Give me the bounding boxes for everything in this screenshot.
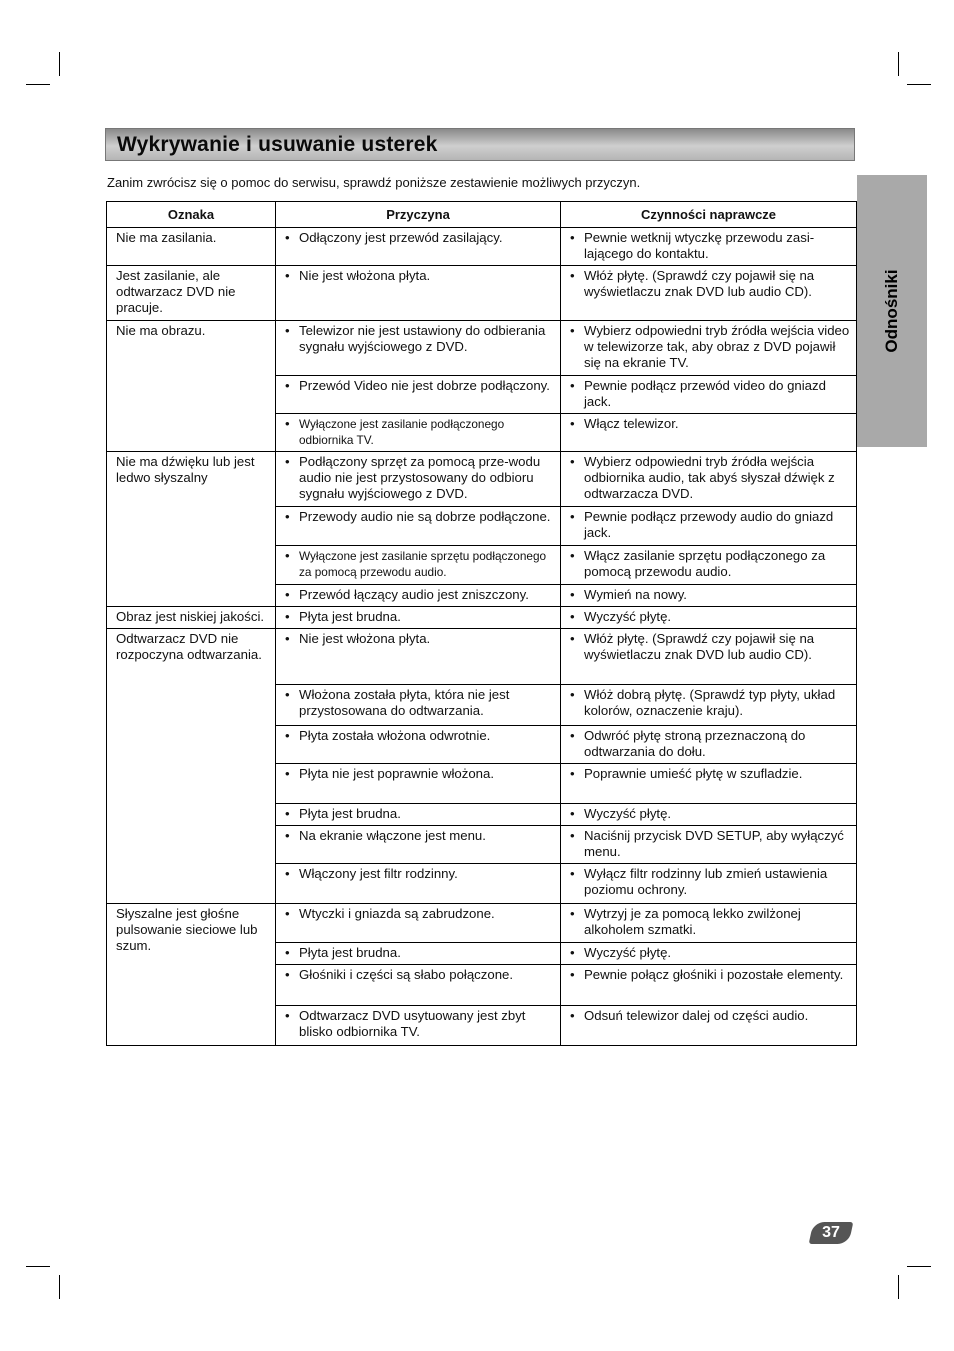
table-row	[107, 452, 857, 507]
bullet-icon: •	[570, 766, 575, 781]
page-title: Wykrywanie i usuwanie usterek	[117, 133, 438, 156]
symptom-cell: Odtwarzacz DVD nie rozpoczyna odtwarzania.	[107, 629, 276, 904]
bullet-icon: •	[570, 230, 575, 245]
crop-mark	[26, 1266, 50, 1267]
cause-text: Przewody audio nie są dobrze podłączone.	[299, 509, 551, 524]
bullet-icon: •	[285, 509, 290, 524]
troubleshooting-table	[106, 201, 857, 1046]
cause-cell	[276, 943, 561, 965]
fix-text: Włóż płytę. (Sprawdź czy pojawił się na wyświetlaczu znak DVD lub audio CD).	[584, 268, 815, 299]
bullet-icon: •	[570, 687, 575, 702]
bullet-icon: •	[570, 378, 575, 393]
table-row	[107, 228, 857, 266]
fix-text: Pewnie wetknij wtyczkę przewodu zasi-lającego do kontaktu.	[584, 230, 815, 261]
bullet-icon: •	[285, 609, 290, 624]
symptom-cell: Jest zasilanie, ale odtwarzacz DVD nie pracuje.	[107, 266, 276, 321]
fix-text: Poprawnie umieść płytę w szufladzie.	[584, 766, 803, 781]
bullet-icon: •	[285, 548, 290, 563]
bullet-icon: •	[285, 967, 290, 982]
bullet-icon: •	[570, 268, 575, 283]
cause-cell	[276, 414, 561, 452]
cause-cell	[276, 507, 561, 546]
column-header: Oznaka	[107, 202, 276, 228]
fix-text: Wyczyść płytę.	[584, 945, 672, 960]
fix-text: Wyczyść płytę.	[584, 609, 672, 624]
cause-text: Odtwarzacz DVD usytuowany jest zbyt blisko odbiornika TV.	[299, 1008, 526, 1039]
cause-cell	[276, 629, 561, 685]
section-tab	[857, 175, 927, 447]
bullet-icon: •	[285, 766, 290, 781]
bullet-icon: •	[285, 687, 290, 702]
cause-cell	[276, 607, 561, 629]
cause-text: Płyta nie jest poprawnie włożona.	[299, 766, 494, 781]
bullet-icon: •	[285, 323, 290, 338]
fix-cell	[561, 826, 857, 864]
cause-cell	[276, 804, 561, 826]
fix-text: Włącz zasilanie sprzętu podłączonego za pomocą przewodu audio.	[584, 548, 826, 579]
fix-cell	[561, 904, 857, 943]
bullet-icon: •	[570, 509, 575, 524]
symptom-cell: Nie ma zasilania.	[107, 228, 276, 266]
fix-text: Wybierz odpowiedni tryb źródła wejścia odbiornika audio, tak abyś słyszał dźwięk z odtwarzacza DVD.	[584, 454, 835, 501]
crop-mark	[59, 52, 60, 76]
crop-mark	[907, 1266, 931, 1267]
symptom-cell: Obraz jest niskiej jakości.	[107, 607, 276, 629]
table-row	[107, 607, 857, 629]
cause-text: Głośniki i części są słabo połączone.	[299, 967, 514, 982]
page-number-badge	[809, 1222, 854, 1244]
section-tab-label: Odnośniki	[882, 269, 901, 353]
fix-cell	[561, 376, 857, 414]
cause-text: Wtyczki i gniazda są zabrudzone.	[299, 906, 495, 921]
bullet-icon: •	[285, 587, 290, 602]
cause-text: Włączony jest filtr rodzinny.	[299, 866, 458, 881]
cause-text: Płyta jest brudna.	[299, 609, 401, 624]
table-header-row	[107, 202, 857, 228]
cause-cell	[276, 546, 561, 585]
bullet-icon: •	[570, 1008, 575, 1023]
title-bar	[105, 128, 855, 161]
page-number: 37	[822, 1224, 840, 1241]
fix-cell	[561, 414, 857, 452]
cause-cell	[276, 452, 561, 507]
fix-cell	[561, 607, 857, 629]
fix-text: Wyłącz filtr rodzinny lub zmień ustawienia poziomu ochrony.	[584, 866, 828, 897]
bullet-icon: •	[570, 728, 575, 743]
fix-text: Wyczyść płytę.	[584, 806, 672, 821]
cause-text: Na ekranie włączone jest menu.	[299, 828, 486, 843]
cause-text: Odłączony jest przewód zasilający.	[299, 230, 503, 245]
fix-cell	[561, 726, 857, 764]
crop-mark	[907, 84, 931, 85]
bullet-icon: •	[285, 866, 290, 881]
column-header: Czynności naprawcze	[561, 202, 857, 228]
bullet-icon: •	[570, 806, 575, 821]
cause-cell	[276, 826, 561, 864]
fix-cell	[561, 764, 857, 804]
fix-cell	[561, 629, 857, 685]
fix-cell	[561, 1006, 857, 1046]
crop-mark	[898, 1275, 899, 1299]
cause-cell	[276, 585, 561, 607]
cause-cell	[276, 726, 561, 764]
bullet-icon: •	[285, 378, 290, 393]
cause-cell	[276, 321, 561, 376]
fix-text: Pewnie połącz głośniki i pozostałe elementy.	[584, 967, 844, 982]
fix-cell	[561, 685, 857, 726]
cause-cell	[276, 228, 561, 266]
symptom-cell: Nie ma dźwięku lub jest ledwo słyszalny	[107, 452, 276, 607]
fix-cell	[561, 546, 857, 585]
cause-cell	[276, 965, 561, 1006]
fix-cell	[561, 585, 857, 607]
cause-text: Przewód łączący audio jest zniszczony.	[299, 587, 529, 602]
fix-text: Pewnie podłącz przewody audio do gniazd jack.	[584, 509, 834, 540]
fix-text: Włóż płytę. (Sprawdź czy pojawił się na wyświetlaczu znak DVD lub audio CD).	[584, 631, 815, 662]
column-header: Przyczyna	[276, 202, 561, 228]
bullet-icon: •	[285, 268, 290, 283]
crop-mark	[59, 1275, 60, 1299]
cause-cell	[276, 266, 561, 321]
fix-cell	[561, 266, 857, 321]
bullet-icon: •	[285, 416, 290, 431]
bullet-icon: •	[285, 806, 290, 821]
bullet-icon: •	[570, 906, 575, 921]
cause-text: Podłączony sprzęt za pomocą prze-wodu audio nie jest przystosowany do odbioru sygnału wyjściowego z DVD.	[299, 454, 541, 501]
fix-text: Odwróć płytę stroną przeznaczoną do odtwarzania do dołu.	[584, 728, 806, 759]
bullet-icon: •	[285, 906, 290, 921]
fix-text: Włącz telewizor.	[584, 416, 679, 431]
cause-text: Wyłączone jest zasilanie podłączonego odbiornika TV.	[299, 417, 505, 447]
table-row	[107, 321, 857, 376]
bullet-icon: •	[285, 631, 290, 646]
cause-cell	[276, 904, 561, 943]
fix-text: Włóż dobrą płytę. (Sprawdź typ płyty, układ kolorów, oznaczenie kraju).	[584, 687, 836, 718]
fix-cell	[561, 965, 857, 1006]
cause-text: Włożona została płyta, która nie jest przystosowana do odtwarzania.	[299, 687, 510, 718]
cause-cell	[276, 685, 561, 726]
bullet-icon: •	[570, 631, 575, 646]
bullet-icon: •	[285, 828, 290, 843]
crop-mark	[26, 84, 50, 85]
cause-text: Płyta została włożona odwrotnie.	[299, 728, 491, 743]
bullet-icon: •	[285, 230, 290, 245]
fix-text: Naciśnij przycisk DVD SETUP, aby wyłączyć menu.	[584, 828, 844, 859]
cause-text: Telewizor nie jest ustawiony do odbierania sygnału wyjściowego z DVD.	[299, 323, 546, 354]
bullet-icon: •	[570, 454, 575, 469]
fix-cell	[561, 943, 857, 965]
cause-text: Płyta jest brudna.	[299, 806, 401, 821]
bullet-icon: •	[570, 323, 575, 338]
bullet-icon: •	[285, 945, 290, 960]
fix-cell	[561, 321, 857, 376]
table-row	[107, 266, 857, 321]
bullet-icon: •	[570, 866, 575, 881]
intro-text: Zanim zwrócisz się o pomoc do serwisu, sprawdź poniższe zestawienie możliwych przyczyn.	[107, 175, 641, 190]
bullet-icon: •	[285, 728, 290, 743]
fix-text: Wytrzyj je za pomocą lekko zwilżonej alkoholem szmatki.	[584, 906, 801, 937]
fix-cell	[561, 452, 857, 507]
cause-cell	[276, 376, 561, 414]
cause-text: Nie jest włożona płyta.	[299, 631, 431, 646]
cause-cell	[276, 1006, 561, 1046]
fix-cell	[561, 864, 857, 904]
fix-cell	[561, 228, 857, 266]
bullet-icon: •	[570, 945, 575, 960]
crop-mark	[898, 52, 899, 76]
bullet-icon: •	[285, 1008, 290, 1023]
fix-text: Wymień na nowy.	[584, 587, 687, 602]
bullet-icon: •	[570, 548, 575, 563]
fix-cell	[561, 804, 857, 826]
table-row	[107, 904, 857, 943]
cause-text: Płyta jest brudna.	[299, 945, 401, 960]
cause-text: Nie jest włożona płyta.	[299, 268, 431, 283]
cause-text: Wyłączone jest zasilanie sprzętu podłączonego za pomocą przewodu audio.	[299, 549, 547, 579]
fix-text: Odsuń telewizor dalej od części audio.	[584, 1008, 809, 1023]
bullet-icon: •	[570, 587, 575, 602]
fix-text: Wybierz odpowiedni tryb źródła wejścia video w telewizorze tak, aby obraz z DVD pojawił się na ekranie TV.	[584, 323, 850, 370]
cause-cell	[276, 764, 561, 804]
bullet-icon: •	[570, 609, 575, 624]
symptom-cell: Nie ma obrazu.	[107, 321, 276, 452]
fix-text: Pewnie podłącz przewód video do gniazd jack.	[584, 378, 826, 409]
bullet-icon: •	[570, 828, 575, 843]
bullet-icon: •	[570, 967, 575, 982]
bullet-icon: •	[285, 454, 290, 469]
table-row	[107, 629, 857, 685]
cause-text: Przewód Video nie jest dobrze podłączony.	[299, 378, 550, 393]
cause-cell	[276, 864, 561, 904]
fix-cell	[561, 507, 857, 546]
symptom-cell: Słyszalne jest głośne pulsowanie sieciowe lub szum.	[107, 904, 276, 1046]
bullet-icon: •	[570, 416, 575, 431]
